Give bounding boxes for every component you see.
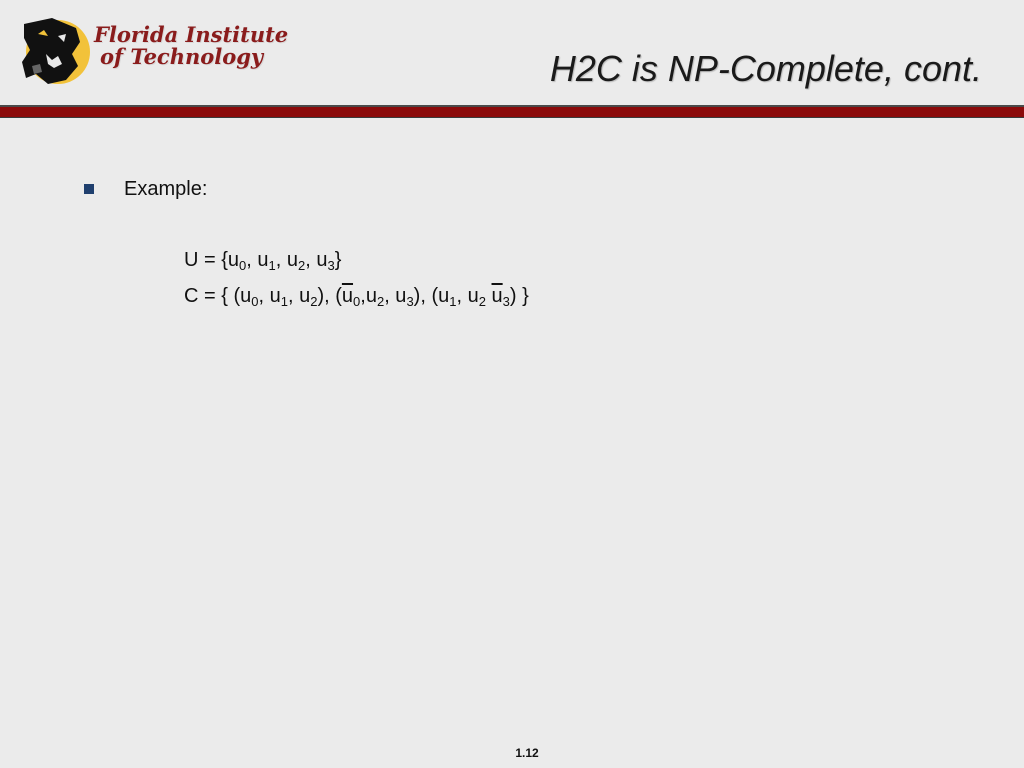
- logo-line-1: Florida Institute: [94, 22, 289, 47]
- set-u-line: $U = \{u_0$, $u_1$, $u_2$, $u_3$}: [184, 249, 342, 273]
- fit-logo: [18, 14, 289, 90]
- logo-line-2: of Technology: [100, 44, 264, 69]
- logo-wordmark: [94, 24, 288, 68]
- set-c-line: C = { ($u_0$, $u_1$, $u_2$), ($\overline{u}_0,u_2$, $u_3$), ($u_1$, $u_2$ $\overline{u}_3$) }: [184, 285, 529, 309]
- page-number: 1.12: [515, 746, 539, 760]
- slide-title: H2C is NP-Complete, cont.: [549, 48, 982, 89]
- bullet-square-icon: [84, 184, 94, 194]
- bullet-text: Example:: [124, 178, 208, 200]
- header-rule: [0, 105, 1024, 118]
- panther-seal-icon: [18, 14, 90, 86]
